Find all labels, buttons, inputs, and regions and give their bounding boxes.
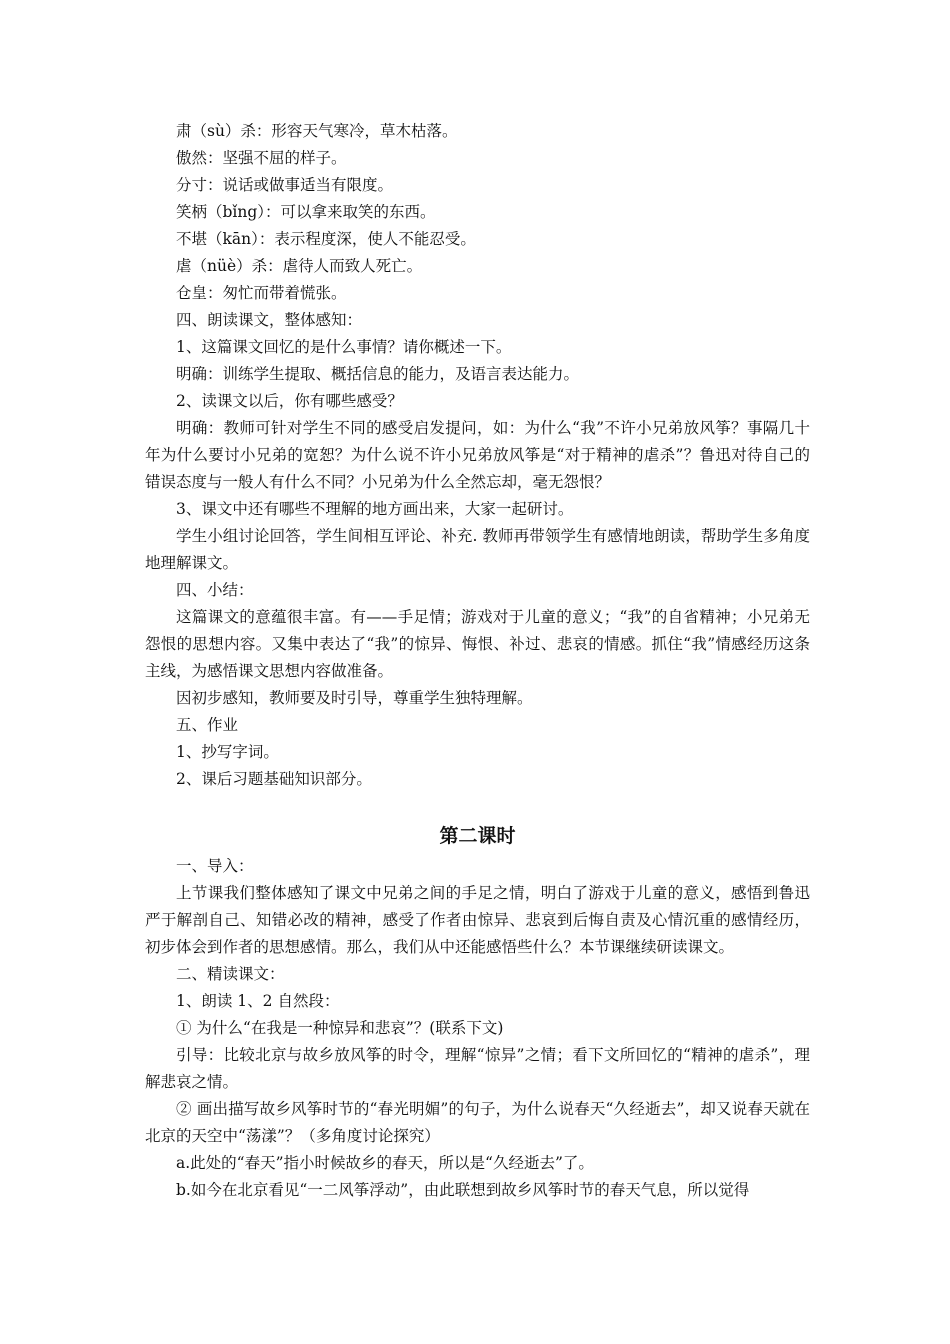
paragraph: 傲然：坚强不屈的样子。 — [176, 149, 347, 167]
paragraph: 分寸：说话或做事适当有限度。 — [176, 176, 394, 194]
paragraph: 五、作业 — [176, 716, 239, 734]
paragraph: 明确：教师可针对学生不同的感受启发提问，如：为什么“我”不许小兄弟放风筝？事隔几十年为什么要讨小兄弟的宽恕？为什么说不许小兄弟放风筝是“对于精神的虐杀”？鲁迅对待自己的错误态度与一般人有什么不同？小兄弟为什么全然忘却，毫无怨恨？ — [145, 419, 810, 491]
section-vocabulary-and-first-lesson — [145, 118, 810, 793]
paragraph: 因初步感知，教师要及时引导，尊重学生独特理解。 — [176, 689, 533, 707]
paragraph: 仓皇：匆忙而带着慌张。 — [176, 284, 347, 302]
paragraph: 2、读课文以后，你有哪些感受？ — [176, 392, 403, 410]
section-second-lesson — [145, 853, 810, 1204]
paragraph: 2、课后习题基础知识部分。 — [176, 770, 372, 788]
section-heading: 第二课时 — [439, 825, 516, 847]
paragraph: 引导：比较北京与故乡放风筝的时令，理解“惊异”之情；看下文所回忆的“精神的虐杀”，理解悲哀之情。 — [145, 1046, 810, 1091]
paragraph: 二、精读课文： — [176, 965, 285, 983]
paragraph: 肃（sù）杀：形容天气寒冷，草木枯落。 — [176, 122, 458, 140]
paragraph: a.此处的“春天”指小时候故乡的春天，所以是“久经逝去”了。 — [176, 1154, 594, 1172]
document-page — [145, 118, 810, 1204]
paragraph: ① 为什么“在我是一种惊异和悲哀”？(联系下文) — [176, 1019, 504, 1037]
paragraph: 1、这篇课文回忆的是什么事情？请你概述一下。 — [176, 338, 512, 356]
paragraph: 四、朗读课文，整体感知： — [176, 311, 363, 329]
paragraph: 明确：训练学生提取、概括信息的能力，及语言表达能力。 — [176, 365, 580, 383]
paragraph: 不堪（kān）：表示程度深，使人不能忍受。 — [176, 230, 476, 248]
paragraph: 这篇课文的意蕴很丰富。有——手足情；游戏对于儿童的意义；“我”的自省精神；小兄弟无怨恨的思想内容。又集中表达了“我”的惊异、悔恨、补过、悲哀的情感。抓住“我”情感经历这条主线，为感悟课文思想内容做准备。 — [145, 608, 810, 680]
paragraph: 3、课文中还有哪些不理解的地方画出来，大家一起研讨。 — [176, 500, 574, 518]
paragraph: 1、抄写字词。 — [176, 743, 279, 761]
paragraph: 1、朗读 1、2 自然段： — [176, 992, 340, 1010]
paragraph: ② 画出描写故乡风筝时节的“春光明媚”的句子，为什么说春天“久经逝去”，却又说春天就在北京的天空中“荡漾”？（多角度讨论探究） — [145, 1100, 810, 1145]
paragraph: 上节课我们整体感知了课文中兄弟之间的手足之情，明白了游戏于儿童的意义，感悟到鲁迅严于解剖自己、知错必改的精神，感受了作者由惊异、悲哀到后悔自责及心情沉重的感情经历，初步体会到作者的思想感情。那么，我们从中还能感悟些什么？本节课继续研读课文。 — [145, 884, 810, 956]
paragraph: 虐（nüè）杀：虐待人而致人死亡。 — [176, 257, 423, 275]
paragraph: b.如今在北京看见“一二风筝浮动”，由此联想到故乡风筝时节的春天气息，所以觉得 — [176, 1181, 750, 1199]
paragraph: 学生小组讨论回答，学生间相互评论、补充. 教师再带领学生有感情地朗读，帮助学生多角度地理解课文。 — [145, 527, 810, 572]
paragraph: 一、导入： — [176, 857, 254, 875]
paragraph: 四、小结： — [176, 581, 254, 599]
paragraph: 笑柄（bǐng）：可以拿来取笑的东西。 — [176, 203, 436, 221]
